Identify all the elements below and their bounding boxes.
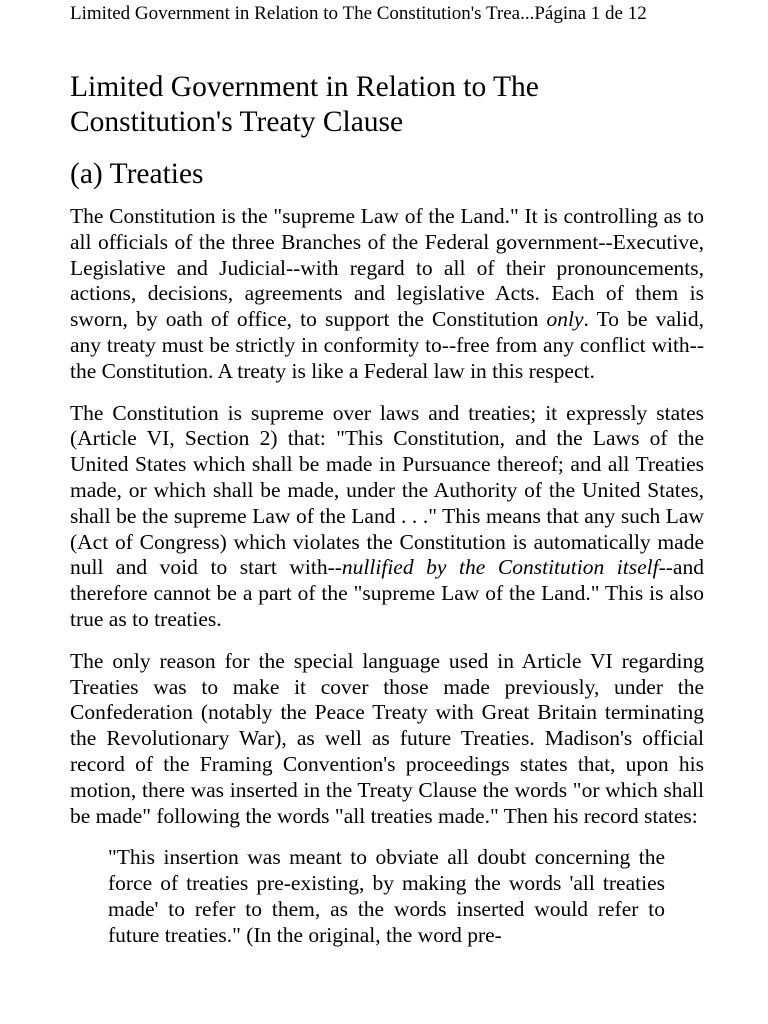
block-quote: "This insertion was meant to obviate all doubt concerning the force of treaties pre-existing, by making the words 'all treaties made' to refer to them, as the words inserted would refer to future treaties." (In the original, the word pre- (108, 845, 665, 947)
document-body (70, 70, 704, 949)
running-header: Limited Government in Relation to The Constitution's Trea...Página 1 de 12 (70, 3, 647, 24)
paragraph-1-emphasis: only (546, 307, 584, 332)
paragraph-2-text-b: --and therefore cannot be a part of the "supreme Law of the Land." This is also true as to treaties. (70, 555, 704, 631)
paragraph-2-text-a: The Constitution is supreme over laws and treaties; it expressly states (Article VI, Section 2) that: "This Constitution, and the Laws of the United States which shall be made in Pursuance thereof; and all Treaties made, or which shall be made, under the Authority of the United States, shall be the supreme Law of the Land . . ." This means that any such Law (Act of Congress) which violates the Constitution is automatically made null and void to start with-- (70, 400, 704, 580)
paragraph-1 (70, 204, 704, 385)
section-heading: (a) Treaties (70, 158, 204, 190)
paragraph-3: The only reason for the special language used in Article VI regarding Treaties was to make it cover those made previously, under the Confederation (notably the Peace Treaty with Great Britain terminating the Revolutionary War), as well as future Treaties. Madison's official record of the Framing Convention's proceedings states that, upon his motion, there was inserted in the Treaty Clause the words "or which shall be made" following the words "all treaties made." Then his record states: (70, 648, 704, 828)
paragraph-2 (70, 401, 704, 633)
paragraph-1-text-a: The Constitution is the "supreme Law of the Land." It is controlling as to all officials of the three Branches of the Federal government--Executive, Legislative and Judicial--with regard to all of their pronouncements, actions, decisions, agreements and legislative Acts. Each of them is sworn, by oath of office, to support the Constitution (70, 204, 704, 332)
paragraph-2-emphasis: nullified by the Constitution itself (341, 555, 659, 580)
paragraph-1-text-b: . To be valid, any treaty must be strictly in conformity to--free from any conflict with--the Constitution. A treaty is like a Federal law in this respect. (70, 307, 704, 383)
document-title: Limited Government in Relation to The Constitution's Treaty Clause (70, 71, 539, 138)
